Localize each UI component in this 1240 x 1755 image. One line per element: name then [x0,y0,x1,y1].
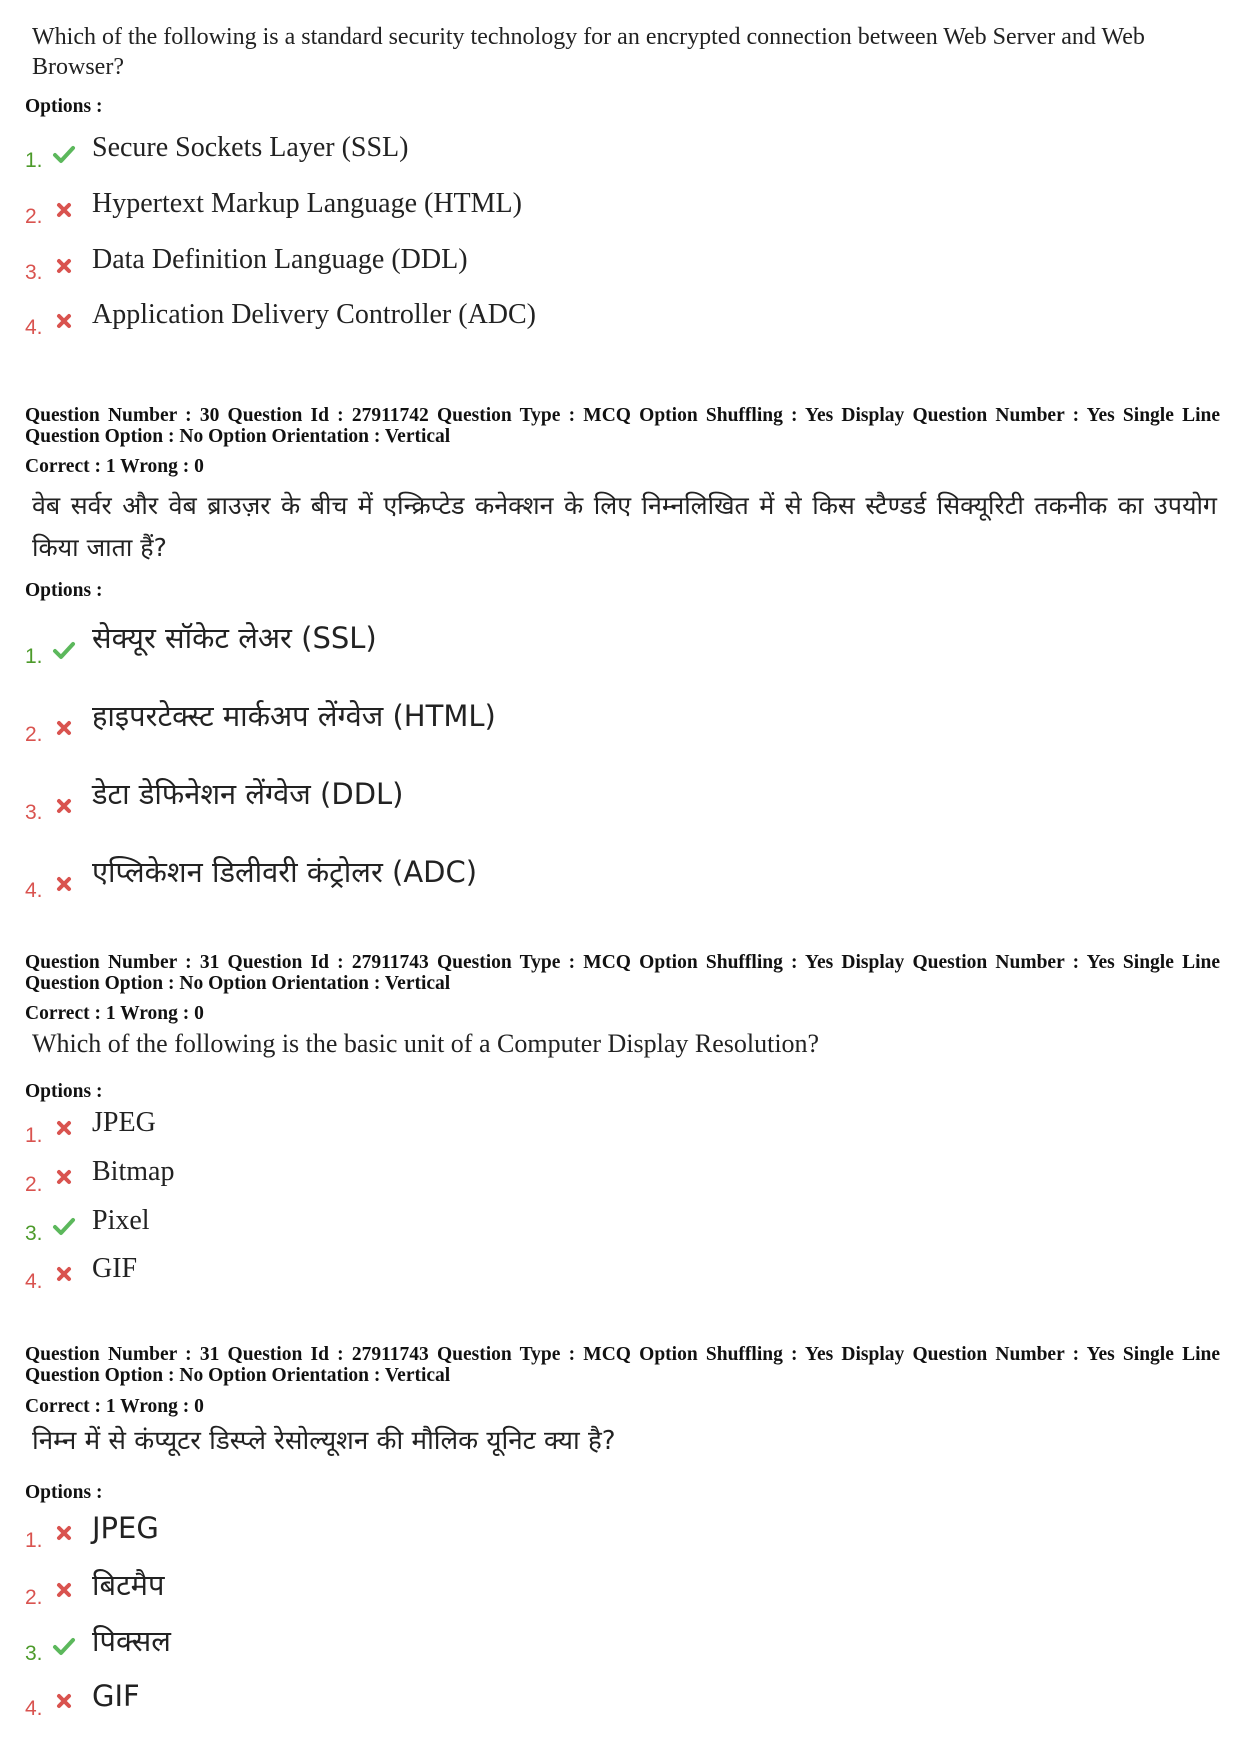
cross-icon [52,1262,76,1286]
cross-icon [52,872,76,896]
cross-icon [52,198,76,222]
options-label: Options : [25,580,103,601]
option-2 [0,1567,1240,1607]
option-text: Pixel [92,1205,150,1236]
option-2 [0,188,1240,228]
option-1 [0,1510,1240,1550]
cross-icon [52,1165,76,1189]
question-meta: Question Number : 31 Question Id : 27911743 Question Type : MCQ Option Shuffling : Yes Display Question Number : Yes Single Line Question Option : No Option Orientation : Vertical [25,1344,1220,1386]
option-text: Bitmap [92,1156,175,1187]
question-text: निम्न में से कंप्यूटर डिस्प्ले रेसोल्यूशन की मौलिक यूनिट क्या है? [32,1426,616,1456]
option-text: एप्लिकेशन डिलीवरी कंट्रोलर (ADC) [92,855,478,889]
option-text: Data Definition Language (DDL) [92,244,468,275]
option-3 [0,1205,1240,1245]
option-number: 2. [25,1173,43,1196]
cross-icon [52,1578,76,1602]
question-meta: Question Number : 30 Question Id : 27911742 Question Type : MCQ Option Shuffling : Yes Display Question Number : Yes Single Line Question Option : No Option Orientation : Vertical [25,405,1220,447]
option-text: Hypertext Markup Language (HTML) [92,188,522,219]
option-text: हाइपरटेक्स्ट मार्कअप लेंग्वेज (HTML) [92,699,496,733]
question-text: वेब सर्वर और वेब ब्राउज़र के बीच में एन्क्रिप्टेड कनेक्शन के लिए निम्नलिखित में से किस स्टैण्डर्ड सिक्यूरिटी तकनीक का उपयोग किया जाता हैं? [32,491,1217,562]
option-text: पिक्सल [92,1624,171,1658]
option-2 [0,1156,1240,1196]
cross-icon [52,716,76,740]
cross-icon [52,1689,76,1713]
option-text: बिटमैप [92,1568,165,1602]
option-3 [0,244,1240,284]
check-icon [52,1634,76,1658]
check-icon [52,142,76,166]
option-number: 1. [25,1529,43,1552]
option-2 [0,698,1240,746]
cross-icon [52,254,76,278]
question-text: Which of the following is a standard security technology for an encrypted connection between Web Server and Web Browser? [32,24,1145,80]
option-number: 3. [25,1222,43,1245]
option-1 [0,132,1240,172]
option-4 [0,299,1240,339]
options-label: Options : [25,96,103,117]
option-number: 2. [25,205,43,228]
option-4 [0,1253,1240,1293]
option-number: 3. [25,1642,43,1665]
option-number: 2. [25,1586,43,1609]
question-meta: Question Number : 31 Question Id : 27911743 Question Type : MCQ Option Shuffling : Yes Display Question Number : Yes Single Line Question Option : No Option Orientation : Vertical [25,952,1220,994]
correct-wrong-line: Correct : 1 Wrong : 0 [25,456,204,477]
question-text: Which of the following is the basic unit of a Computer Display Resolution? [32,1029,820,1058]
option-text: डेटा डेफिनेशन लेंग्वेज (DDL) [92,777,404,811]
option-text: GIF [92,1679,140,1713]
check-icon [52,1214,76,1238]
cross-icon [52,309,76,333]
option-3 [0,776,1240,824]
check-icon [52,638,76,662]
option-number: 1. [25,149,43,172]
cross-icon [52,794,76,818]
option-text: Secure Sockets Layer (SSL) [92,132,409,163]
option-number: 4. [25,1697,43,1720]
option-number: 3. [25,801,43,824]
cross-icon [52,1116,76,1140]
option-text: JPEG [92,1107,156,1138]
option-text: JPEG [92,1511,159,1545]
correct-wrong-line: Correct : 1 Wrong : 0 [25,1003,204,1024]
option-1 [0,1107,1240,1147]
option-number: 4. [25,879,43,902]
option-text: Application Delivery Controller (ADC) [92,299,537,330]
option-3 [0,1623,1240,1663]
option-number: 1. [25,645,43,668]
options-label: Options : [25,1081,103,1102]
option-number: 1. [25,1124,43,1147]
option-4 [0,854,1240,902]
option-text: सेक्यूर सॉकेट लेअर (SSL) [92,621,377,655]
option-number: 4. [25,316,43,339]
option-number: 2. [25,723,43,746]
options-label: Options : [25,1482,103,1503]
cross-icon [52,1521,76,1545]
correct-wrong-line: Correct : 1 Wrong : 0 [25,1396,204,1417]
option-number: 3. [25,261,43,284]
option-number: 4. [25,1270,43,1293]
option-text: GIF [92,1253,138,1284]
option-1 [0,620,1240,668]
option-4 [0,1678,1240,1718]
